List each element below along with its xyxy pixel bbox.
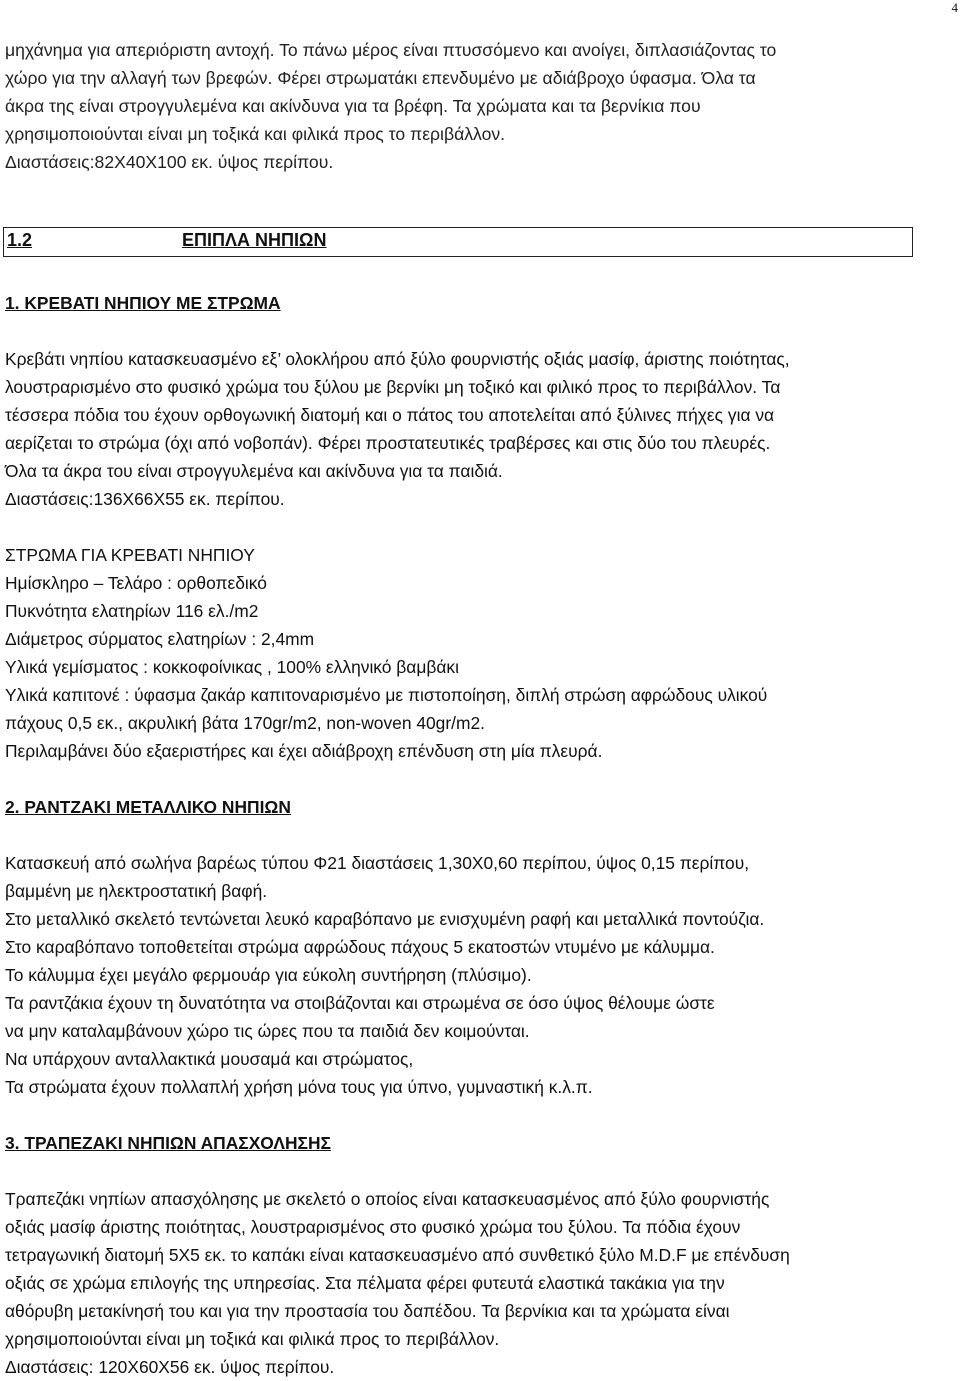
item-heading-cot: 2. ΡΑΝΤΖΑΚΙ ΜΕΤΑΛΛΙΚΟ ΝΗΠΙΩΝ	[5, 797, 291, 817]
text-line: μηχάνημα για απεριόριστη αντοχή. Το πάνω μέρος είναι πτυσσόμενο και ανοίγει, διπλασιάζοντας το	[5, 40, 777, 60]
text-line: Υλικά καπιτονέ : ύφασμα ζακάρ καπιτοναρισμένο με πιστοποίηση, διπλή στρώση αφρώδους υλικού	[5, 685, 768, 705]
text-line: Πυκνότητα ελατηρίων 116 ελ./m2	[5, 601, 259, 621]
section-header-box	[3, 227, 913, 257]
text-line: πάχους 0,5 εκ., ακρυλική βάτα 170gr/m2, non-woven 40gr/m2.	[5, 713, 485, 733]
text-line: Να υπάρχουν ανταλλακτικά μουσαμά και στρώματος,	[5, 1049, 414, 1069]
text-line: Ημίσκληρο – Τελάρο : ορθοπεδικό	[5, 573, 267, 593]
text-line: λουστραρισμένο στο φυσικό χρώμα του ξύλου με βερνίκι μη τοξικό και φιλικό προς το περιβάλλον. Τα	[5, 377, 781, 397]
text-line: τετραγωνική διατομή 5Χ5 εκ. το καπάκι είναι κατασκευασμένο από συνθετικό ξύλο M.D.F με επένδυση	[5, 1245, 790, 1265]
text-line: χώρο για την αλλαγή των βρεφών. Φέρει στρωματάκι επενδυμένο με αδιάβροχο ύφασμα. Όλα τα	[5, 68, 756, 88]
document-body	[5, 289, 960, 1381]
text-line: βαμμένη με ηλεκτροστατική βαφή.	[5, 881, 268, 901]
text-line: Στο καραβόπανο τοποθετείται στρώμα αφρώδους πάχους 5 εκατοστών ντυμένο με κάλυμμα.	[5, 937, 715, 957]
intro-paragraph	[5, 36, 955, 176]
text-line: Διάμετρος σύρματος ελατηρίων : 2,4mm	[5, 629, 315, 649]
text-line: Τα ραντζάκια έχουν τη δυνατότητα να στοιβάζονται και στρωμένα σε όσο ύψος θέλουμε ώστε	[5, 993, 715, 1013]
mattress-title: ΣΤΡΩΜΑ ΓΙΑ ΚΡΕΒΑΤΙ ΝΗΠΙΟΥ	[5, 545, 255, 565]
text-line: Κατασκευή από σωλήνα βαρέως τύπου Φ21 διαστάσεις 1,30Χ0,60 περίπου, ύψος 0,15 περίπου,	[5, 853, 750, 873]
page-number: 4	[951, 0, 958, 15]
text-line: Το κάλυμμα έχει μεγάλο φερμουάρ για εύκολη συντήρηση (πλύσιμο).	[5, 965, 532, 985]
item-heading-table: 3. ΤΡΑΠΕΖΑΚΙ ΝΗΠΙΩΝ ΑΠΑΣΧΟΛΗΣΗΣ	[5, 1133, 331, 1153]
text-line: τέσσερα πόδια του έχουν ορθογωνική διατομή και ο πάτος του αποτελείται από ξύλινες πήχες για να	[5, 405, 775, 425]
text-line: Υλικά γεμίσματος : κοκκοφοίνικας , 100% ελληνικό βαμβάκι	[5, 657, 459, 677]
text-line: Διαστάσεις:136Χ66Χ55 εκ. περίπου.	[5, 489, 285, 509]
text-line: Όλα τα άκρα του είναι στρογγυλεμένα και ακίνδυνα για τα παιδιά.	[5, 461, 503, 481]
text-line: άκρα της είναι στρογγυλεμένα και ακίνδυνα για τα βρέφη. Τα χρώματα και τα βερνίκια που	[5, 96, 701, 116]
text-line: Περιλαμβάνει δύο εξαεριστήρες και έχει αδιάβροχη επένδυση στη μία πλευρά.	[5, 741, 603, 761]
text-line: οξιάς σε χρώμα επιλογής της υπηρεσίας. Στα πέλματα φέρει φυτευτά ελαστικά τακάκια για την	[5, 1273, 725, 1293]
text-line: οξιάς μασίφ άριστης ποιότητας, λουστραρισμένος στο φυσικό χρώμα του ξύλου. Τα πόδια έχουν	[5, 1217, 741, 1237]
section-number: 1.2	[7, 230, 33, 250]
text-line: χρησιμοποιούνται είναι μη τοξικά και φιλικά προς το περιβάλλον.	[5, 124, 506, 144]
text-line: Τα στρώματα έχουν πολλαπλή χρήση μόνα τους για ύπνο, γυμναστική κ.λ.π.	[5, 1077, 593, 1097]
text-line: αερίζεται το στρώμα (όχι από νοβοπάν). Φέρει προστατευτικές τραβέρσες και στις δύο του πλευρές.	[5, 433, 771, 453]
text-line: αθόρυβη μετακίνησή του και για την προστασία του δαπέδου. Τα βερνίκια και τα χρώματα είναι	[5, 1301, 730, 1321]
text-line: Διαστάσεις:82Χ40Χ100 εκ. ύψος περίπου.	[5, 152, 334, 172]
section-title: ΕΠΙΠΛΑ ΝΗΠΙΩΝ	[182, 230, 327, 250]
text-line: χρησιμοποιούνται είναι μη τοξικά και φιλικά προς το περιβάλλον.	[5, 1329, 500, 1349]
text-line: Τραπεζάκι νηπίων απασχόλησης με σκελετό ο οποίος είναι κατασκευασμένος από ξύλο φουρνιστής	[5, 1189, 770, 1209]
item-heading-bed: 1. ΚΡΕΒΑΤΙ ΝΗΠΙΟΥ ΜΕ ΣΤΡΩΜΑ	[5, 293, 281, 313]
text-line: Στο μεταλλικό σκελετό τεντώνεται λευκό καραβόπανο με ενισχυμένη ραφή και μεταλλικά ποντούζια.	[5, 909, 765, 929]
text-line: να μην καταλαμβάνουν χώρο τις ώρες που τα παιδιά δεν κοιμούνται.	[5, 1021, 530, 1041]
text-line: Κρεβάτι νηπίου κατασκευασμένο εξ’ ολοκλήρου από ξύλο φουρνιστής οξιάς μασίφ, άριστης ποιότητας,	[5, 349, 790, 369]
text-line: Διαστάσεις: 120Χ60Χ56 εκ. ύψος περίπου.	[5, 1357, 335, 1377]
